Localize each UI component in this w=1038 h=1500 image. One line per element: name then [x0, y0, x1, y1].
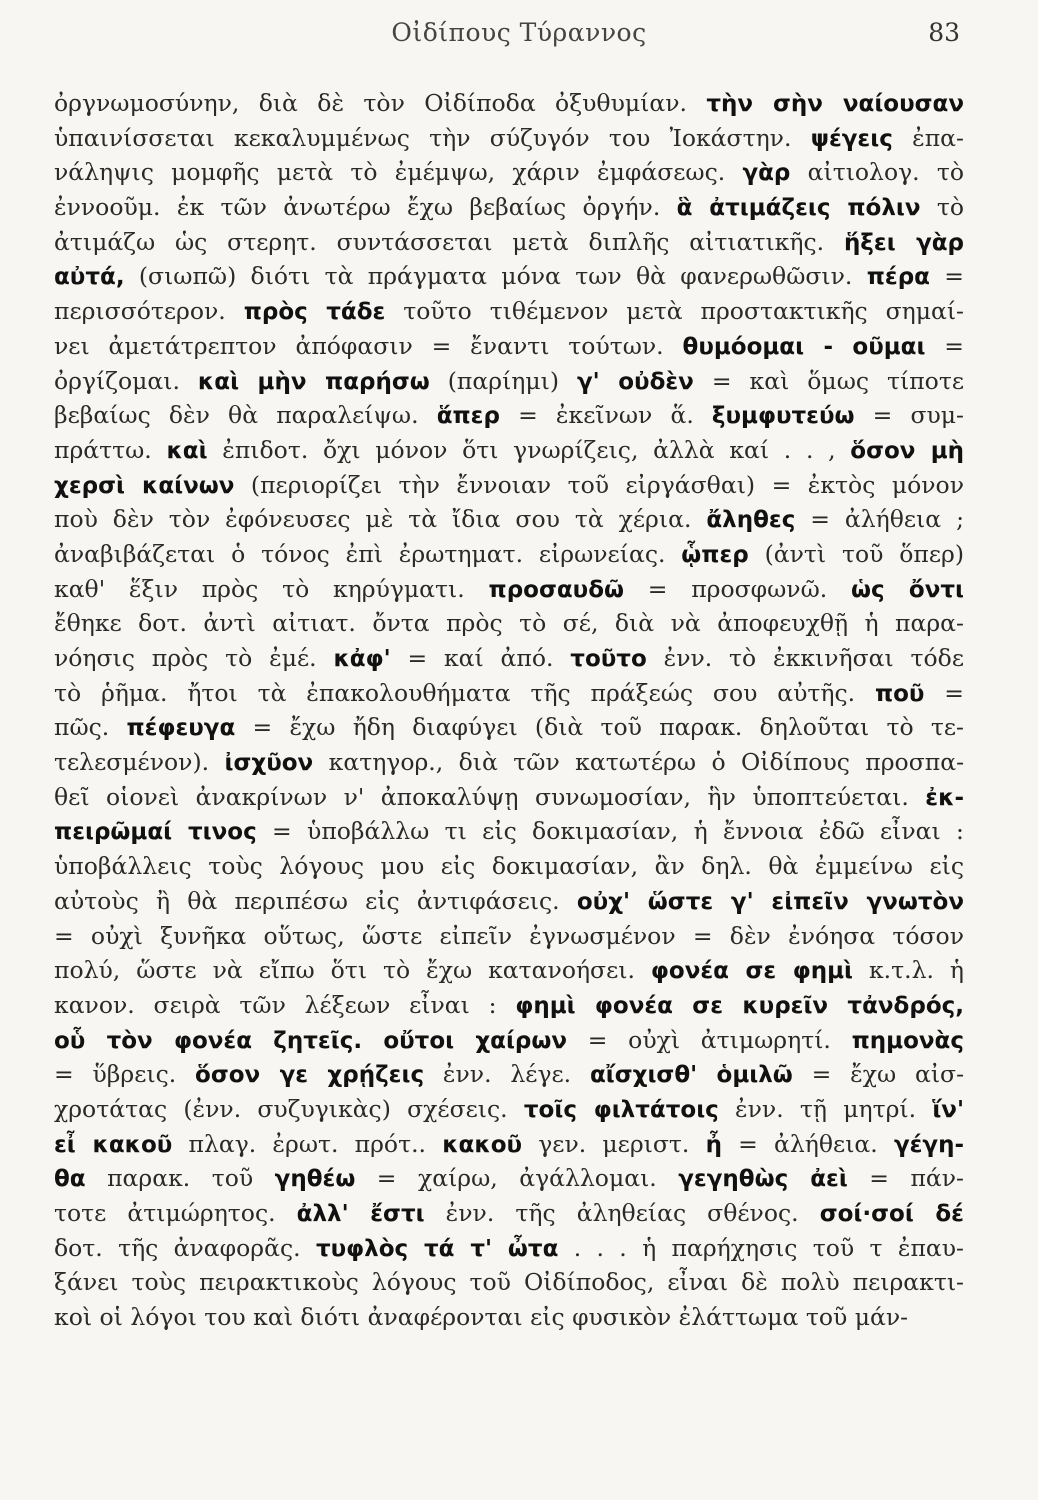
text-line: [54, 398, 964, 433]
gloss-text: (σιωπῶ) διότι τὰ πράγματα μόνα των θὰ φανερωθῶσιν.: [124, 262, 867, 291]
lemma-term: ἰσχῦον: [224, 750, 314, 777]
text-line: [54, 710, 964, 745]
text-line: [54, 849, 964, 884]
lemma-term: καὶ: [166, 437, 208, 464]
lemma-term: γ' οὐδὲν: [577, 368, 694, 395]
gloss-text: ἐπιδοτ. ὄχι μόνον ὅτι γνωρίζεις, ἀλλὰ καί . . ,: [207, 435, 851, 464]
gloss-text: κατηγορ., διὰ τῶν κατωτέρω ὁ Οἰδίπους προσπα-: [313, 748, 964, 777]
lemma-term: καὶ μὴν παρήσω: [197, 368, 430, 395]
lemma-term: ἃ ἀτιμάζεις πόλιν: [676, 195, 921, 222]
gloss-text: . . . ἡ παρήχησις τοῦ τ ἐπαυ-: [558, 1233, 964, 1262]
lemma-term: ψέγεις: [810, 125, 893, 152]
lemma-term: ὅσον μὴ: [850, 437, 964, 464]
gloss-text: πῶς.: [54, 713, 127, 742]
text-line: [54, 294, 964, 329]
gloss-text: ποὺ δὲν τὸν ἐφόνευσες μὲ τὰ ἴδια σου τὰ χέρια.: [54, 505, 707, 534]
gloss-text: περισσότερον.: [54, 297, 244, 326]
page-header: [0, 18, 1038, 58]
gloss-text: ἐνν. τὸ ἐκκινῆσαι τόδε: [646, 644, 964, 672]
gloss-text: νει ἀμετάτρεπτον ἀπόφασιν = ἔναντι τούτων.: [54, 331, 683, 360]
text-line: [54, 1196, 964, 1231]
gloss-text: νάληψις μομφῆς μετὰ τὸ ἐμέμψω, χάριν ἐμφάσεως.: [54, 158, 743, 187]
gloss-text: = ἀλήθεια ;: [795, 505, 964, 534]
lemma-term: ἅπερ: [436, 403, 500, 430]
gloss-text: =: [929, 262, 964, 291]
lemma-term: ἄληθες: [706, 507, 796, 534]
text-line: [54, 884, 964, 919]
gloss-text: ἐννοοῦμ. ἐκ τῶν ἀνωτέρω ἔχω βεβαίως ὀργήν.: [54, 193, 677, 222]
commentary-text: [54, 86, 964, 1335]
text-line: [54, 190, 964, 225]
lemma-term: ξυμφυτεύω: [711, 403, 855, 430]
gloss-text: = οὐχὶ ξυνῆκα οὕτως, ὥστε εἰπεῖν ἐγνωσμένον = δὲν ἐνόησα τόσον: [54, 921, 964, 950]
lemma-term: κακοῦ: [442, 1131, 523, 1158]
text-line: [54, 1127, 964, 1162]
gloss-text: τὸ ῥῆμα. ἤτοι τὰ ἐπακολουθήματα τῆς πράξεώς σου αὐτῆς.: [54, 678, 875, 707]
lemma-term: θα: [54, 1166, 86, 1193]
text-line: [54, 814, 964, 849]
lemma-term: ὡς ὄντι: [850, 576, 964, 603]
gloss-text: παρακ. τοῦ: [85, 1164, 275, 1193]
gloss-text: =: [925, 331, 964, 360]
lemma-term: χερσὶ καίνων: [54, 472, 235, 499]
text-line: [54, 641, 964, 676]
lemma-term: αἴσχισθ' ὁμιλῶ: [589, 1062, 793, 1089]
lemma-term: οὗ τὸν φονέα ζητεῖς. οὔτοι χαίρων: [54, 1027, 568, 1054]
gloss-text: = ἔχω ἤδη διαφύγει (διὰ τοῦ παρακ. δηλοῦται τὸ τε-: [235, 713, 964, 742]
gloss-text: = ἐκεῖνων ἅ.: [499, 401, 712, 430]
gloss-text: αὐτοὺς ἢ θὰ περιπέσω εἰς ἀντιφάσεις.: [54, 886, 577, 915]
text-line: [54, 537, 964, 572]
gloss-text: κ.τ.λ. ἡ: [852, 956, 964, 985]
gloss-text: = ἀλήθεια.: [721, 1129, 894, 1158]
lemma-term: ὅσον γε χρῄζεις: [195, 1062, 425, 1089]
lemma-term: ποῦ: [874, 680, 925, 707]
gloss-text: κοὶ οἱ λόγοι του καὶ διότι ἀναφέρονται εἰς φυσικὸν ἐλάττωμα τοῦ μάν-: [54, 1303, 909, 1332]
lemma-term: ἦ: [705, 1131, 722, 1158]
gloss-text: βεβαίως δὲν θὰ παραλείψω.: [54, 401, 437, 430]
lemma-term: οὐχ' ὥστε γ' εἰπεῖν γνωτὸν: [576, 888, 964, 915]
lemma-term: ἵν': [932, 1096, 964, 1123]
gloss-text: πλαγ. ἐρωτ. πρότ..: [172, 1129, 443, 1158]
gloss-text: πολύ, ὥστε νὰ εἴπω ὅτι τὸ ἔχω κατανοήσει.: [54, 956, 651, 985]
gloss-text: ἔθηκε δοτ. ἀντὶ αἰτιατ. ὄντα πρὸς τὸ σέ, διὰ νὰ ἀποφευχθῇ ἡ παρα-: [54, 609, 964, 638]
lemma-term: θυμόομαι - οῦμαι: [682, 333, 926, 360]
text-line: [54, 155, 964, 190]
gloss-text: =: [924, 678, 964, 707]
gloss-text: νόησις πρὸς τὸ ἐμέ.: [54, 644, 334, 672]
text-line: [54, 953, 964, 988]
lemma-term: γηθέω: [274, 1166, 356, 1193]
gloss-text: θεῖ οἱονεὶ ἀνακρίνων ν' ἀποκαλύψῃ συνωμοσίαν, ἣν ὑποπτεύεται.: [54, 782, 926, 811]
text-line: [54, 1057, 964, 1092]
lemma-term: αὐτά,: [54, 264, 125, 291]
text-line: [54, 745, 964, 780]
gloss-text: = καὶ ὅμως τίποτε: [693, 366, 964, 395]
text-line: [54, 121, 964, 156]
gloss-text: (παρίημι): [429, 366, 578, 395]
lemma-term: εἶ κακοῦ: [54, 1131, 173, 1158]
gloss-text: ἐπα-: [892, 123, 964, 152]
text-line: [54, 86, 964, 121]
gloss-text: τελεσμένον).: [54, 748, 225, 777]
text-line: [54, 364, 964, 399]
text-line: [54, 259, 964, 294]
lemma-term: πρὸς τάδε: [243, 299, 386, 326]
lemma-term: προσαυδῶ: [488, 576, 624, 603]
text-line: [54, 1231, 964, 1266]
lemma-term: ἥξει γὰρ: [843, 229, 964, 256]
gloss-text: ἐνν. τῆς ἀληθείας σθένος.: [424, 1199, 820, 1227]
gloss-text: = ὕβρεις.: [54, 1060, 196, 1089]
lemma-term: πέφευγα: [126, 715, 236, 742]
gloss-text: = ὑποβάλλω τι εἰς δοκιμασίαν, ἡ ἔννοια ἐδῶ εἶναι :: [256, 817, 964, 846]
gloss-text: ξάνει τοὺς πειρακτικοὺς λόγους τοῦ Οἰδίποδος, εἶναι δὲ πολὺ πειρακτι-: [54, 1268, 964, 1297]
gloss-text: = χαίρω, ἀγάλλομαι.: [355, 1164, 679, 1193]
text-line: [54, 1161, 964, 1196]
gloss-text: = προσφωνῶ.: [624, 574, 851, 603]
gloss-text: (περιορίζει τὴν ἔννοιαν τοῦ εἰργάσθαι) = ἐκτὸς μόνον: [234, 470, 964, 499]
gloss-text: αἰτιολογ. τὸ: [790, 158, 964, 187]
lemma-term: σοί·σοί δέ: [819, 1201, 964, 1227]
text-line: [54, 676, 964, 711]
text-line: [54, 919, 964, 954]
text-line: [54, 1023, 964, 1058]
gloss-text: τὸ: [920, 193, 964, 222]
gloss-text: δοτ. τῆς ἀναφορᾶς.: [54, 1233, 316, 1262]
gloss-text: ὀργνωμοσύνην, διὰ δὲ τὸν Οἰδίποδα ὀξυθυμίαν.: [54, 89, 707, 117]
text-line: [54, 433, 964, 468]
lemma-term: τὴν σὴν ναίουσαν: [706, 91, 964, 117]
gloss-text: ἐνν. λέγε.: [424, 1060, 590, 1089]
lemma-term: τυφλὸς τά τ' ὦτα: [315, 1235, 559, 1262]
gloss-text: τοῦτο τιθέμενον μετὰ προστακτικῆς σημαί-: [385, 297, 964, 326]
page-number: 83: [928, 18, 960, 47]
text-line: [54, 780, 964, 815]
lemma-term: γὰρ: [742, 160, 791, 187]
gloss-text: = οὐχὶ ἀτιμωρητί.: [567, 1025, 852, 1054]
text-line: [54, 1300, 964, 1335]
lemma-term: πημονὰς: [851, 1027, 964, 1054]
lemma-term: φονέα σε φημὶ: [650, 958, 853, 985]
gloss-text: ὀργίζομαι.: [54, 366, 198, 395]
gloss-text: καθ' ἕξιν πρὸς τὸ κηρύγματι.: [54, 574, 489, 603]
gloss-text: = καί ἀπό.: [390, 644, 571, 672]
text-line: [54, 606, 964, 641]
lemma-term: φημὶ φονέα σε κυρεῖν τἀνδρός,: [515, 992, 964, 1019]
gloss-text: (ἀντὶ τοῦ ὅπερ): [748, 539, 964, 568]
lemma-term: πειρῶμαί τινος: [54, 819, 257, 846]
text-line: [54, 468, 964, 503]
gloss-text: = ἔχω αἰσ-: [792, 1060, 964, 1089]
lemma-term: γεγηθὼς ἀεὶ: [678, 1166, 848, 1193]
text-line: [54, 225, 964, 260]
gloss-text: ἀναβιβάζεται ὁ τόνος ἐπὶ ἐρωτηματ. εἰρωνείας.: [54, 539, 682, 568]
gloss-text: ὑπαινίσσεται κεκαλυμμένως τὴν σύζυγόν του Ἰοκάστην.: [54, 123, 811, 152]
gloss-text: πράττω.: [54, 435, 167, 464]
text-line: [54, 502, 964, 537]
text-line: [54, 329, 964, 364]
gloss-text: ἐνν. τῇ μητρί.: [718, 1094, 933, 1123]
lemma-term: τοῦτο: [570, 646, 647, 672]
gloss-text: ἀτιμάζω ὡς στερητ. συντάσσεται μετὰ διπλῆς αἰτιατικῆς.: [54, 227, 844, 256]
gloss-text: χροτάτας (ἐνν. συζυγικὰς) σχέσεις.: [54, 1094, 524, 1123]
lemma-term: ᾧπερ: [681, 541, 749, 568]
running-title: Οἰδίπους Τύραννος: [391, 18, 647, 47]
lemma-term: πέρα: [866, 264, 930, 291]
gloss-text: = πάν-: [847, 1164, 964, 1193]
text-line: [54, 1265, 964, 1300]
text-line: [54, 988, 964, 1023]
lemma-term: κἀφ': [333, 646, 391, 672]
gloss-text: γεν. μεριστ.: [522, 1129, 706, 1158]
gloss-text: κανον. σειρὰ τῶν λέξεων εἶναι :: [54, 990, 516, 1019]
gloss-text: τοτε ἀτιμώρητος.: [54, 1199, 297, 1227]
lemma-term: τοῖς φιλτάτοις: [523, 1096, 719, 1123]
lemma-term: γέγη-: [893, 1131, 964, 1158]
lemma-term: ἀλλ' ἔστι: [296, 1201, 425, 1227]
lemma-term: ἐκ-: [925, 784, 964, 811]
text-line: [54, 1092, 964, 1127]
gloss-text: = συμ-: [854, 401, 964, 430]
text-line: [54, 572, 964, 607]
gloss-text: ὑποβάλλεις τοὺς λόγους μου εἰς δοκιμασίαν, ἂν δηλ. θὰ ἐμμείνω εἰς: [54, 852, 964, 881]
